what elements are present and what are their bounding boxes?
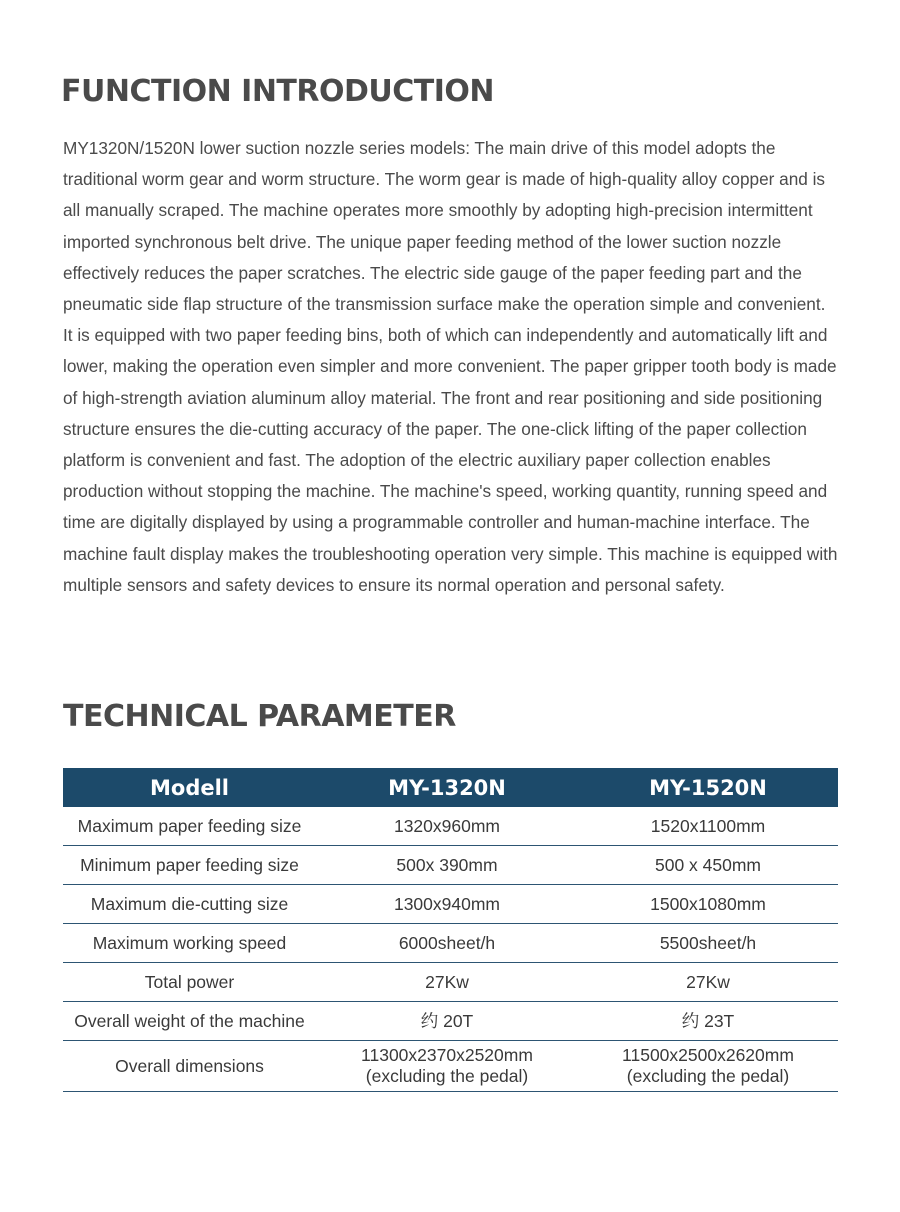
row-label: Minimum paper feeding size bbox=[63, 846, 316, 885]
value-my-1320n: 27Kw bbox=[316, 963, 578, 1002]
dimensions-value: 11300x2370x2520mm bbox=[361, 1045, 533, 1065]
technical-parameter-title: TECHNICAL PARAMETER bbox=[63, 699, 456, 734]
table-row bbox=[63, 846, 838, 885]
dimensions-note: (excluding the pedal) bbox=[365, 1066, 529, 1086]
row-label: Overall dimensions bbox=[63, 1041, 316, 1092]
value-my-1320n: 6000sheet/h bbox=[316, 924, 578, 963]
value-my-1520n: 500 x 450mm bbox=[578, 846, 838, 885]
row-label: Overall weight of the machine bbox=[63, 1002, 316, 1041]
value-my-1520n bbox=[578, 1041, 838, 1092]
row-label: Maximum working speed bbox=[63, 924, 316, 963]
value-my-1320n: 500x 390mm bbox=[316, 846, 578, 885]
header-model: Modell bbox=[63, 768, 316, 807]
technical-parameter-table bbox=[63, 768, 838, 1092]
value-my-1520n: 约 23T bbox=[578, 1002, 838, 1041]
table-header bbox=[63, 768, 838, 807]
table-row bbox=[63, 1002, 838, 1041]
table-row bbox=[63, 1041, 838, 1092]
value-my-1520n: 27Kw bbox=[578, 963, 838, 1002]
header-my-1520n: MY-1520N bbox=[578, 768, 838, 807]
table-row bbox=[63, 924, 838, 963]
function-introduction-title: FUNCTION INTRODUCTION bbox=[61, 74, 495, 109]
value-my-1520n: 1520x1100mm bbox=[578, 807, 838, 846]
value-my-1520n: 5500sheet/h bbox=[578, 924, 838, 963]
table-row bbox=[63, 807, 838, 846]
dimensions-note: (excluding the pedal) bbox=[626, 1066, 790, 1086]
value-my-1320n: 约 20T bbox=[316, 1002, 578, 1041]
value-my-1320n: 1320x960mm bbox=[316, 807, 578, 846]
dimensions-value: 11500x2500x2620mm bbox=[622, 1045, 794, 1065]
header-my-1320n: MY-1320N bbox=[316, 768, 578, 807]
value-my-1320n: 1300x940mm bbox=[316, 885, 578, 924]
row-label: Maximum paper feeding size bbox=[63, 807, 316, 846]
value-my-1520n: 1500x1080mm bbox=[578, 885, 838, 924]
value-my-1320n bbox=[316, 1041, 578, 1092]
function-introduction-body: MY1320N/1520N lower suction nozzle series models: The main drive of this model adopts the traditional worm gear and worm structure. The worm gear is made of high-quality alloy copper and is all manually scraped. The machine operates more smoothly by adopting high-precision intermittent imported synchronous belt drive. The unique paper feeding method of the lower suction nozzle effectively reduces the paper scratches. The electric side gauge of the paper feeding part and the pneumatic side flap structure of the transmission surface make the operation simple and convenient. It is equipped with two paper feeding bins, both of which can independently and automatically lift and lower, making the operation even simpler and more convenient. The paper gripper tooth body is made of high-strength aviation aluminum alloy material. The front and rear positioning and side positioning structure ensures the die-cutting accuracy of the paper. The one-click lifting of the paper collection platform is convenient and fast. The adoption of the electric auxiliary paper collection enables production without stopping the machine. The machine's speed, working quantity, running speed and time are digitally displayed by using a programmable controller and human-machine interface. The machine fault display makes the troubleshooting operation very simple. This machine is equipped with multiple sensors and safety devices to ensure its normal operation and personal safety. bbox=[63, 138, 838, 595]
row-label: Maximum die-cutting size bbox=[63, 885, 316, 924]
row-label: Total power bbox=[63, 963, 316, 1002]
table-row bbox=[63, 963, 838, 1002]
table-row bbox=[63, 885, 838, 924]
table-header-row bbox=[63, 768, 838, 807]
